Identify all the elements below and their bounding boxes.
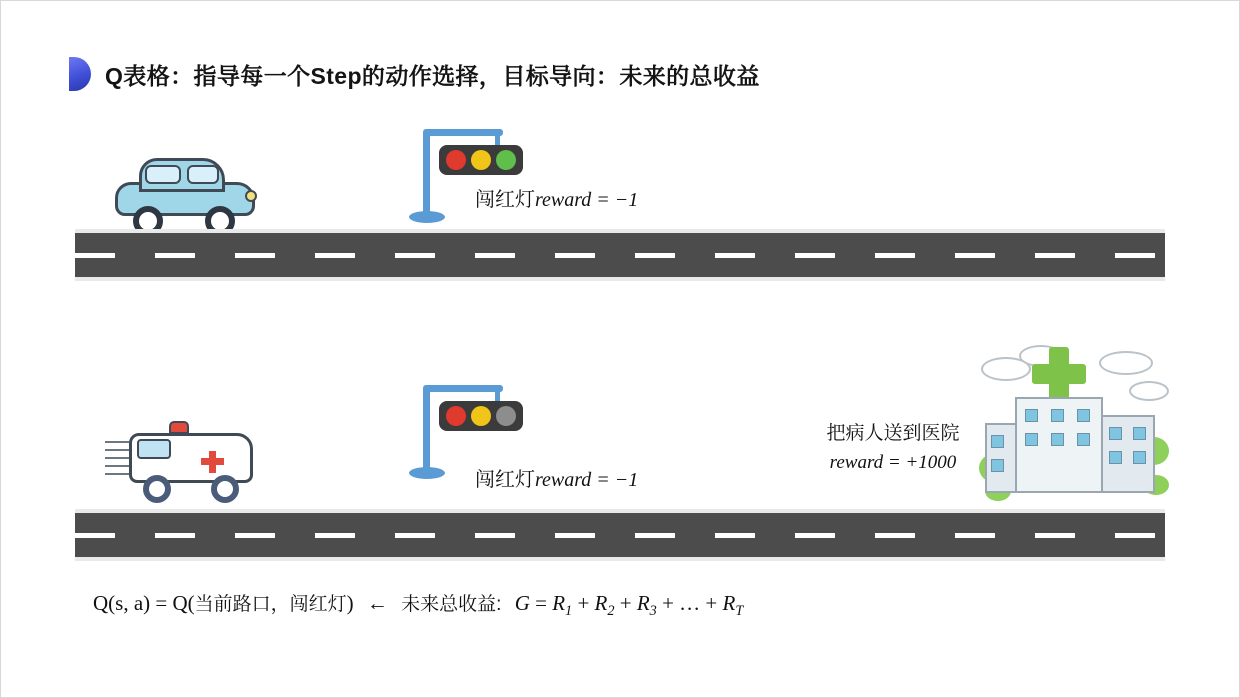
green-lamp-icon [496,406,516,426]
formula-R2: $R_2$ [594,591,615,620]
ambulance-cross-icon-bar [201,458,224,465]
hospital-window [1077,409,1090,422]
top-reward-label [475,183,638,212]
formula-R1: $R_1$ [552,591,573,620]
traffic-light-housing [439,145,523,175]
traffic-light-arm [425,129,503,136]
slide-title-row [69,57,760,91]
ambulance-wheel-front [143,475,171,503]
hospital-wing-right [1099,415,1155,493]
hospital-window [1051,433,1064,446]
yellow-lamp-icon [471,150,491,170]
bottom-reward-label-cjk: 闯红灯 [475,469,535,491]
car-headlight-icon [245,190,257,202]
formula-q-left: Q(s, a) = Q( [93,591,195,615]
hospital-illustration [979,341,1169,511]
formula-R3: $R_3$ [636,591,657,620]
car-window-rear [187,165,219,184]
road-top [75,229,1165,281]
bottom-reward-label-math: reward = −1 [535,469,639,491]
traffic-light-pole [423,129,430,217]
formula-goal-label: 未来总收益: [401,594,502,615]
traffic-light-top [411,125,521,235]
speed-lines-icon [105,441,131,475]
ambulance-wheel-rear [211,475,239,503]
hospital-cross-icon-bar [1032,364,1086,384]
cloud-icon [1099,351,1153,375]
car-window-front [145,165,181,184]
formula-q-args: 当前路口，闯红灯 [194,594,347,615]
hospital-reward-label [803,419,983,478]
hospital-reward-math: reward = +1000 [829,452,957,474]
hospital-window [1051,409,1064,422]
hospital-window [1025,433,1038,446]
formula-ellipsis: … [679,591,701,615]
green-lamp-icon [496,150,516,170]
hospital-window [1109,451,1122,464]
hospital-window [1133,427,1146,440]
hospital-window [991,435,1004,448]
traffic-light-pole [423,385,430,473]
yellow-lamp-icon [471,406,491,426]
hospital-window [991,459,1004,472]
hospital-reward-text: 把病人送到医院 [826,423,960,444]
page-title: Q表格：指导每一个Step的动作选择，目标导向：未来的总收益 [105,62,760,89]
traffic-light-base [409,211,445,223]
red-lamp-icon [446,150,466,170]
formula-q-right: ) [346,591,354,615]
top-reward-label-math: reward = −1 [535,189,639,211]
cloud-icon [1129,381,1169,401]
road-bottom [75,509,1165,561]
formula-eq: = [535,591,547,615]
ambulance-illustration [105,411,275,511]
traffic-light-base [409,467,445,479]
car-illustration [113,156,261,232]
formula-return-expression: $G = R_1 + R_2 + R_3$ + … + $R_T$ [514,591,744,620]
ambulance-window [137,439,171,459]
hospital-window [1077,433,1090,446]
bullet-marker-icon [69,57,91,91]
hospital-window [1133,451,1146,464]
q-value-formula [93,589,743,620]
formula-RT: $R_T$ [722,591,744,620]
hospital-window [1025,409,1038,422]
hospital-window [1109,427,1122,440]
formula-G: G [514,591,530,615]
top-reward-label-cjk: 闯红灯 [475,189,535,211]
traffic-light-arm [425,385,503,392]
red-lamp-icon [446,406,466,426]
traffic-light-housing [439,401,523,431]
bottom-reward-label [475,463,638,492]
hospital-wing-left [985,423,1019,493]
ambulance-siren-icon [169,421,189,434]
formula-arrow: ← [366,591,388,615]
